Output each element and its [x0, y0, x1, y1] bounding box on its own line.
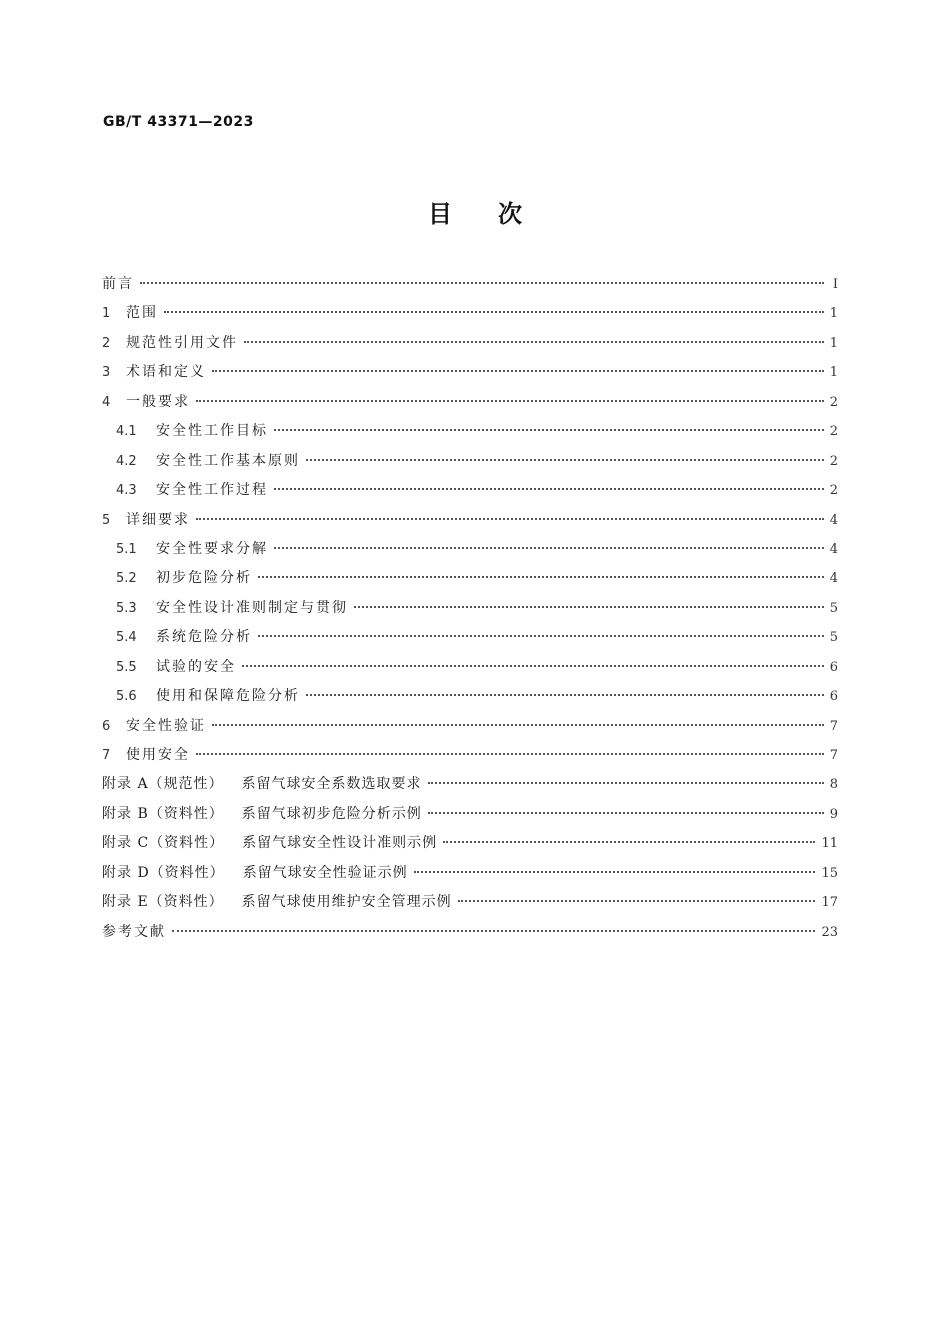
toc-entry-label: 试验的安全 — [156, 658, 236, 675]
toc-entry-label: 安全性要求分解 — [156, 540, 268, 557]
toc-entry-page: 9 — [829, 806, 838, 822]
dot-leader — [274, 547, 824, 549]
toc-entry-7[interactable] — [102, 741, 838, 770]
toc-entry-5-4[interactable] — [102, 623, 838, 652]
table-of-contents — [102, 270, 838, 947]
toc-entry-label: 附录 D（资料性） — [102, 864, 225, 881]
dot-leader — [428, 812, 824, 814]
toc-entry-page: 15 — [821, 865, 838, 881]
toc-entry-annex-d[interactable] — [102, 859, 838, 888]
toc-entry-title: 系留气球安全系数选取要求 — [241, 776, 422, 793]
toc-entry-label: 初步危险分析 — [156, 570, 252, 587]
dot-leader — [196, 400, 824, 402]
toc-entry-title: 系留气球初步危险分析示例 — [241, 805, 422, 822]
toc-entry-number: 5.5 — [116, 659, 137, 675]
dot-leader — [306, 459, 824, 461]
toc-entry-annex-b[interactable] — [102, 800, 838, 829]
toc-entry-4-3[interactable] — [102, 476, 838, 505]
dot-leader — [196, 753, 824, 755]
toc-entry-page: 6 — [829, 689, 838, 705]
toc-entry-3[interactable] — [102, 358, 838, 387]
toc-entry-label: 一般要求 — [126, 393, 190, 410]
toc-entry-label: 附录 B（资料性） — [102, 805, 224, 822]
toc-entry-label: 安全性工作目标 — [156, 423, 268, 440]
toc-entry-page: 11 — [821, 836, 838, 852]
dot-leader — [443, 841, 815, 843]
dot-leader — [242, 665, 824, 667]
toc-entry-4[interactable] — [102, 388, 838, 417]
toc-entry-title: 系留气球安全性验证示例 — [242, 864, 408, 881]
toc-entry-page: 4 — [829, 571, 838, 587]
toc-entry-1[interactable] — [102, 299, 838, 328]
toc-entry-number: 7 — [102, 748, 111, 763]
toc-entry-label: 使用和保障危险分析 — [156, 688, 300, 705]
toc-entry-label: 附录 E（资料性） — [102, 894, 224, 911]
toc-entry-5-1[interactable] — [102, 535, 838, 564]
dot-leader — [274, 488, 824, 490]
toc-entry-label: 规范性引用文件 — [126, 334, 238, 351]
dot-leader — [196, 518, 824, 520]
toc-entry-foreword[interactable] — [102, 270, 838, 299]
toc-entry-number: 5.3 — [116, 600, 137, 616]
toc-entry-5[interactable] — [102, 506, 838, 535]
toc-entry-page: 5 — [829, 630, 838, 646]
toc-entry-number: 6 — [102, 718, 111, 734]
toc-entry-6[interactable] — [102, 712, 838, 741]
toc-entry-page: 4 — [829, 541, 838, 557]
toc-entry-page: Ⅰ — [832, 277, 838, 292]
toc-entry-page: 23 — [821, 924, 838, 940]
toc-entry-label: 附录 C（资料性） — [102, 835, 225, 852]
toc-entry-annex-a[interactable] — [102, 770, 838, 799]
toc-entry-5-6[interactable] — [102, 682, 838, 711]
toc-entry-label: 范围 — [126, 305, 158, 322]
toc-entry-number: 4.3 — [116, 483, 137, 499]
toc-entry-5-2[interactable] — [102, 564, 838, 593]
toc-entry-number: 5.1 — [116, 541, 137, 557]
toc-entry-page: 1 — [829, 365, 838, 381]
toc-entry-title: 系留气球安全性设计准则示例 — [242, 835, 438, 852]
toc-entry-title: 系留气球使用维护安全管理示例 — [241, 894, 452, 911]
toc-entry-number: 2 — [102, 335, 111, 351]
toc-entry-4-1[interactable] — [102, 417, 838, 446]
toc-entry-number: 3 — [102, 365, 111, 381]
toc-entry-page: 17 — [821, 895, 838, 911]
toc-entry-annex-c[interactable] — [102, 829, 838, 858]
toc-entry-page: 4 — [829, 512, 838, 528]
toc-entry-label: 安全性工作过程 — [156, 482, 268, 499]
toc-entry-page: 6 — [829, 659, 838, 675]
dot-leader — [458, 900, 816, 902]
toc-entry-label: 详细要求 — [126, 511, 190, 528]
dot-leader — [354, 606, 824, 608]
toc-entry-label: 前言 — [102, 276, 134, 292]
toc-entry-label: 使用安全 — [126, 747, 190, 763]
dot-leader — [306, 694, 824, 696]
toc-entry-page: 2 — [829, 424, 838, 440]
dot-leader — [414, 871, 816, 873]
toc-entry-annex-e[interactable] — [102, 888, 838, 917]
standard-code: GB/T 43371—2023 — [103, 114, 254, 130]
toc-entry-label: 术语和定义 — [126, 364, 206, 381]
toc-entry-number: 5.4 — [116, 630, 137, 646]
toc-entry-number: 4 — [102, 394, 111, 410]
toc-entry-page: 8 — [829, 777, 838, 793]
toc-entry-4-2[interactable] — [102, 447, 838, 476]
dot-leader — [172, 930, 815, 932]
toc-entry-label: 安全性工作基本原则 — [156, 452, 300, 469]
page-title: 目次 — [428, 200, 568, 228]
toc-entry-number: 5 — [102, 512, 111, 528]
toc-entry-page: 5 — [829, 600, 838, 616]
toc-entry-label: 系统危险分析 — [156, 629, 252, 646]
toc-entry-page: 2 — [829, 453, 838, 469]
dot-leader — [212, 724, 824, 726]
toc-entry-label: 安全性验证 — [126, 717, 206, 734]
dot-leader — [212, 370, 824, 372]
toc-entry-page: 2 — [829, 394, 838, 410]
toc-entry-page: 1 — [829, 335, 838, 351]
toc-entry-number: 4.1 — [116, 424, 137, 440]
toc-entry-page: 7 — [829, 718, 838, 734]
toc-entry-2[interactable] — [102, 329, 838, 358]
toc-entry-page: 2 — [829, 483, 838, 499]
dot-leader — [244, 341, 824, 343]
toc-entry-number: 4.2 — [116, 453, 137, 469]
toc-entry-label: 参考文献 — [102, 923, 166, 940]
toc-entry-5-3[interactable] — [102, 594, 838, 623]
toc-entry-page: 1 — [829, 306, 838, 322]
toc-entry-number: 1 — [102, 306, 111, 322]
toc-entry-number: 5.6 — [116, 689, 137, 705]
toc-entry-references[interactable] — [102, 918, 838, 947]
dot-leader — [140, 282, 824, 284]
dot-leader — [164, 311, 824, 313]
toc-entry-number: 5.2 — [116, 571, 137, 587]
toc-entry-label: 附录 A（规范性） — [102, 776, 224, 793]
toc-entry-label: 安全性设计准则制定与贯彻 — [156, 599, 348, 616]
dot-leader — [428, 782, 824, 784]
dot-leader — [258, 635, 824, 637]
toc-entry-page: 7 — [829, 748, 838, 763]
dot-leader — [274, 429, 824, 431]
dot-leader — [258, 576, 824, 578]
toc-entry-5-5[interactable] — [102, 653, 838, 682]
